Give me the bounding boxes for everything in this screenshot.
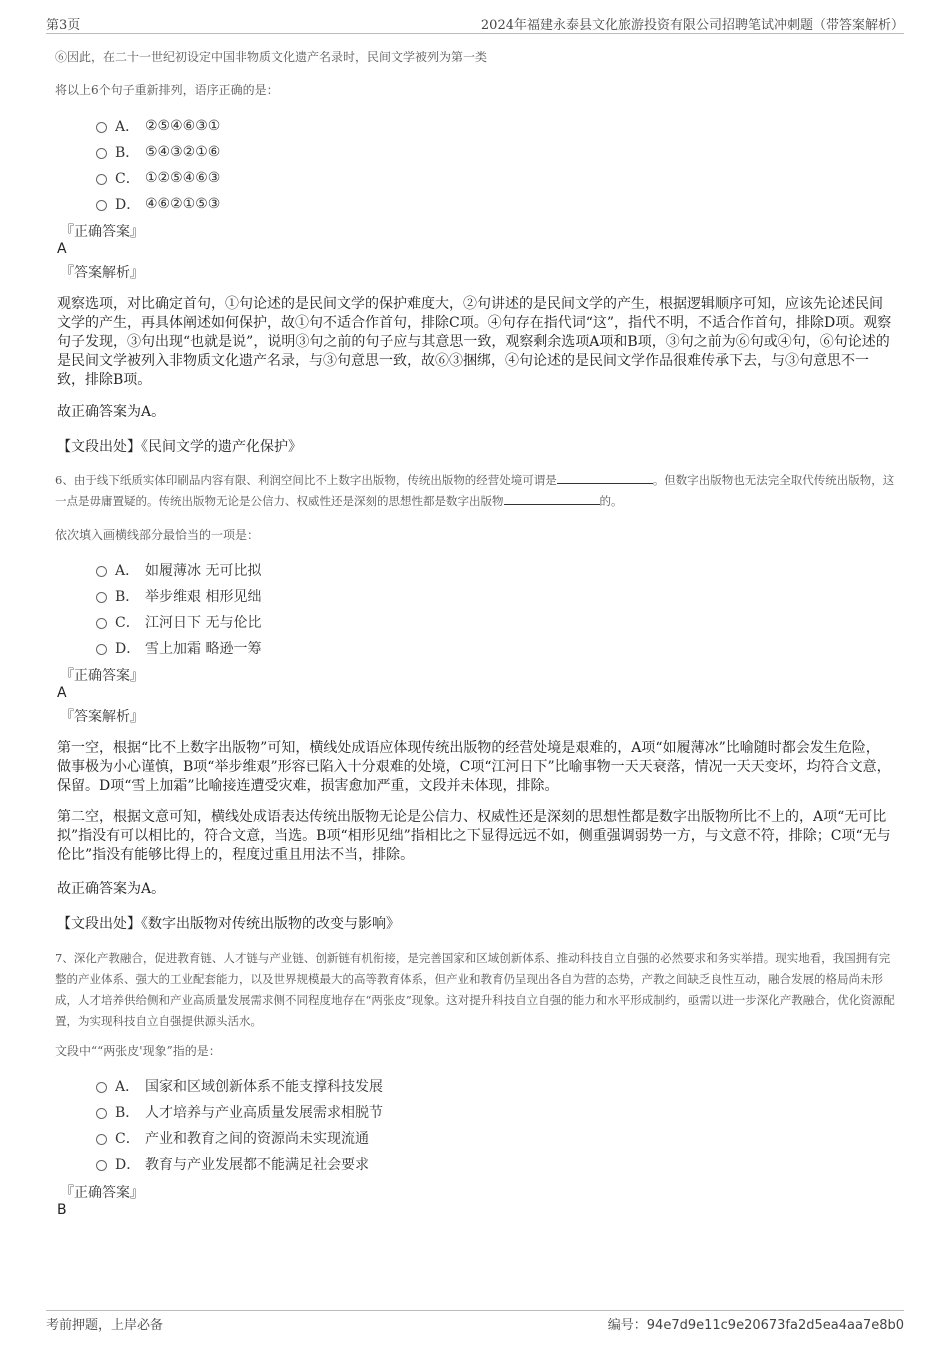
radio-icon[interactable] — [96, 148, 107, 159]
radio-icon[interactable] — [96, 1134, 107, 1145]
q7-option-a[interactable]: A． 国家和区域创新体系不能支撑科技发展 — [96, 1076, 383, 1096]
q6-answer: A — [57, 685, 67, 701]
q5-answer: A — [57, 241, 67, 257]
q7-answer: B — [57, 1202, 67, 1218]
q5-option-d[interactable]: D． ④⑥②①⑤③ — [96, 194, 220, 214]
radio-icon[interactable] — [96, 200, 107, 211]
q6-option-a[interactable]: A． 如履薄冰 无可比拟 — [96, 560, 261, 580]
q5-analysis: 观察选项，对比确定首句，①句论述的是民间文学的保护难度大，②句讲述的是民间文学的产生，根据逻辑顺序可知，应该先论述民间文学的产生，再具体阐述如何保护，故①句不适合作首句，排除C项。④句存在指代词“这”，指代不明，不适合作首句，排除D项。观察句子发现，③句出现“也就是说”，说明③句之前的句子应与其意思一致，观察剩余选项A项和B项，③句之前为⑥句或④句，⑥句论述的是民间文学被列入非物质文化遗产名录，与③句意思一致，故⑥③捆绑，④句论述的是民间文学作品很难传承下去，与③句意思不一致，排除B项。 — [57, 296, 892, 388]
radio-icon[interactable] — [96, 618, 107, 629]
q7-option-b[interactable]: B． 人才培养与产业高质量发展需求相脱节 — [96, 1102, 383, 1122]
radio-icon[interactable] — [96, 1108, 107, 1119]
q6-analysis-tag: 『答案解析』 — [60, 709, 144, 725]
radio-icon[interactable] — [96, 566, 107, 577]
q6-option-d[interactable]: D． 雪上加霜 略逊一筹 — [96, 638, 261, 658]
q7-option-d[interactable]: D． 教育与产业发展都不能满足社会要求 — [96, 1154, 369, 1174]
q7-option-c[interactable]: C． 产业和教育之间的资源尚未实现流通 — [96, 1128, 369, 1148]
radio-icon[interactable] — [96, 1082, 107, 1093]
q6-option-c[interactable]: C． 江河日下 无与伦比 — [96, 612, 261, 632]
radio-icon[interactable] — [96, 592, 107, 603]
header-divider — [46, 33, 904, 34]
q7-stem: 7、深化产教融合，促进教育链、人才链与产业链、创新链有机衔接，是完善国家和区域创新体系、推动科技自立自强的必然要求和务实举措。现实地看，我国拥有完整的产业体系、强大的工业配套能力，以及世界规模最大的高等教育体系，但产业和教育仍呈现出各自为营的态势，产教之间缺乏良性互动，融合发展的格局尚未形成，人才培养供给侧和产业高质量发展需求侧不同程度地存在“两张皮”现象。这对提升科技自立自强的能力和水平形成制约，亟需以进一步深化产教融合，优化资源配置，为实现科技自立自强提供源头活水。 — [55, 951, 895, 1028]
footer-code: 编号：94e7d9e11c9e20673fa2d5ea4aa7e8b0 — [607, 1318, 904, 1333]
q6-source: 【文段出处】《数字出版物对传统出版物的改变与影响》 — [57, 916, 400, 932]
radio-icon[interactable] — [96, 1160, 107, 1171]
q5-prompt: 将以上6个句子重新排列，语序正确的是： — [55, 83, 279, 97]
footer-slogan: 考前押题，上岸必备 — [46, 1318, 164, 1333]
q6-conclusion: 故正确答案为A。 — [57, 881, 166, 897]
q5-answer-tag: 『正确答案』 — [60, 224, 144, 240]
page-number: 第3页 — [46, 18, 81, 33]
q6-option-b[interactable]: B． 举步维艰 相形见绌 — [96, 586, 261, 606]
q6-analysis-second: 第二空，根据文意可知，横线处成语表达传统出版物无论是公信力、权威性还是深刻的思想性都是数字出版物所比不上的，A项“无可比拟”指没有可以相比的，符合文意，当选。B项“相形见绌”指相比之下显得远远不如，侧重强调弱势一方，与文意不符，排除；C项“无与伦比”指没有能够比得上的，程度过重且用法不当，排除。 — [57, 809, 891, 863]
q5-analysis-tag: 『答案解析』 — [60, 265, 144, 281]
q6-answer-tag: 『正确答案』 — [60, 668, 144, 684]
radio-icon[interactable] — [96, 644, 107, 655]
footer-divider — [46, 1310, 904, 1311]
q6-prompt: 依次填入画横线部分最恰当的一项是： — [55, 528, 260, 542]
q6-stem: 6、由于线下纸质实体印刷品内容有限、利润空间比不上数字出版物，传统出版物的经营处境可谓是 。但数字出版物也无法完全取代传统出版物，这一点是毋庸置疑的。传统出版物无论是公信力、权威性还是深刻的思想性都是数字出版物 的。 — [55, 473, 895, 508]
q7-prompt: 文段中““两张皮'现象”指的是： — [55, 1044, 221, 1058]
q6-blank-1 — [557, 471, 653, 484]
radio-icon[interactable] — [96, 174, 107, 185]
q5-conclusion: 故正确答案为A。 — [57, 404, 166, 420]
q5-option-c[interactable]: C． ①②⑤④⑥③ — [96, 168, 220, 188]
q6-analysis-first: 第一空，根据“比不上数字出版物”可知，横线处成语应体现传统出版物的经营处境是艰难的，A项“如履薄冰”比喻随时都会发生危险，做事极为小心谨慎，B项“举步维艰”形容已陷入十分艰难的处境，C项“江河日下”比喻事物一天天衰落，情况一天天变坏，均符合文意，保留。D项“雪上加霜”比喻接连遭受灾难，损害愈加严重，文段并未体现，排除。 — [57, 740, 891, 794]
q5-option-b[interactable]: B． ⑤④③②①⑥ — [96, 142, 220, 162]
q5-sentence-6: ⑥因此，在二十一世纪初设定中国非物质文化遗产名录时，民间文学被列为第一类 — [55, 50, 488, 64]
radio-icon[interactable] — [96, 122, 107, 133]
q5-source: 【文段出处】《民间文学的遗产化保护》 — [57, 439, 302, 455]
q6-blank-2 — [504, 492, 600, 505]
document-title: 2024年福建永泰县文化旅游投资有限公司招聘笔试冲刺题（带答案解析） — [480, 18, 904, 33]
q5-option-a[interactable]: A． ②⑤④⑥③① — [96, 116, 220, 136]
q7-answer-tag: 『正确答案』 — [60, 1185, 144, 1201]
